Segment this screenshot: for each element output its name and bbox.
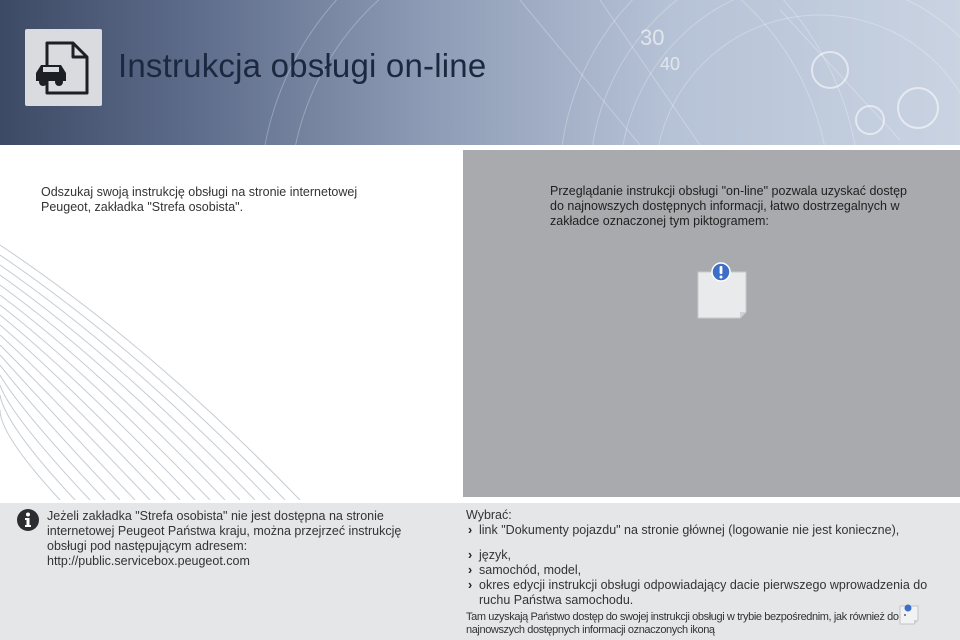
fallback-note bbox=[47, 509, 437, 569]
gauge-number-40: 40 bbox=[660, 54, 681, 74]
list-item-text: język, bbox=[479, 548, 511, 562]
chevron-right-icon: › bbox=[468, 578, 473, 592]
small-document-icon bbox=[898, 603, 920, 625]
panel-text: Przeglądanie instrukcji obsługi "on-line" pozwala uzyskać dostęp do najnowszych dostępnych informacji, łatwo dostrzegalnych w zakładce oznaczonej tym piktogramem: bbox=[550, 184, 907, 228]
choose-label: Wybrać: bbox=[466, 508, 512, 522]
list-item bbox=[466, 523, 936, 538]
gauge-number-30: 30 bbox=[640, 25, 665, 50]
info-panel bbox=[463, 150, 960, 497]
chevron-right-icon: › bbox=[468, 523, 473, 537]
info-badge-icon bbox=[15, 507, 41, 533]
fallback-text: Jeżeli zakładka "Strefa osobista" nie jest dostępna na stronie internetowej Peugeot Państwa kraju, można przejrzeć instrukcję obsługi pod następującym adresem: bbox=[47, 509, 402, 553]
header-banner bbox=[0, 0, 960, 145]
servicebox-url[interactable]: http://public.servicebox.peugeot.com bbox=[47, 554, 250, 568]
list-item-text: link "Dokumenty pojazdu" na stronie głównej (logowanie nie jest konieczne), bbox=[479, 523, 900, 537]
intro-section bbox=[0, 145, 463, 500]
chevron-right-icon: › bbox=[468, 563, 473, 577]
page-title: Instrukcja obsługi on-line bbox=[118, 47, 487, 84]
list-item-text: samochód, model, bbox=[479, 563, 582, 577]
list-item bbox=[466, 548, 936, 563]
car-document-icon bbox=[25, 29, 102, 106]
intro-text: Odszukaj swoją instrukcję obsługi na stronie internetowej Peugeot, zakładka "Strefa osobista". bbox=[41, 185, 358, 214]
instructions-section bbox=[0, 503, 960, 640]
list-item bbox=[466, 563, 936, 578]
steps-list bbox=[466, 508, 936, 637]
chevron-right-icon: › bbox=[468, 548, 473, 562]
access-note: Tam uzyskają Państwo dostęp do swojej instrukcji obsługi w trybie bezpośrednim, jak również do najnowszych dostępnych informacji oznaczonych ikoną bbox=[466, 611, 899, 636]
list-item bbox=[466, 578, 936, 608]
list-item-text: okres edycji instrukcji obsługi odpowiadający dacie pierwszego wprowadzenia do ruchu Państwa samochodu. bbox=[479, 578, 928, 607]
document-alert-icon bbox=[695, 260, 753, 322]
